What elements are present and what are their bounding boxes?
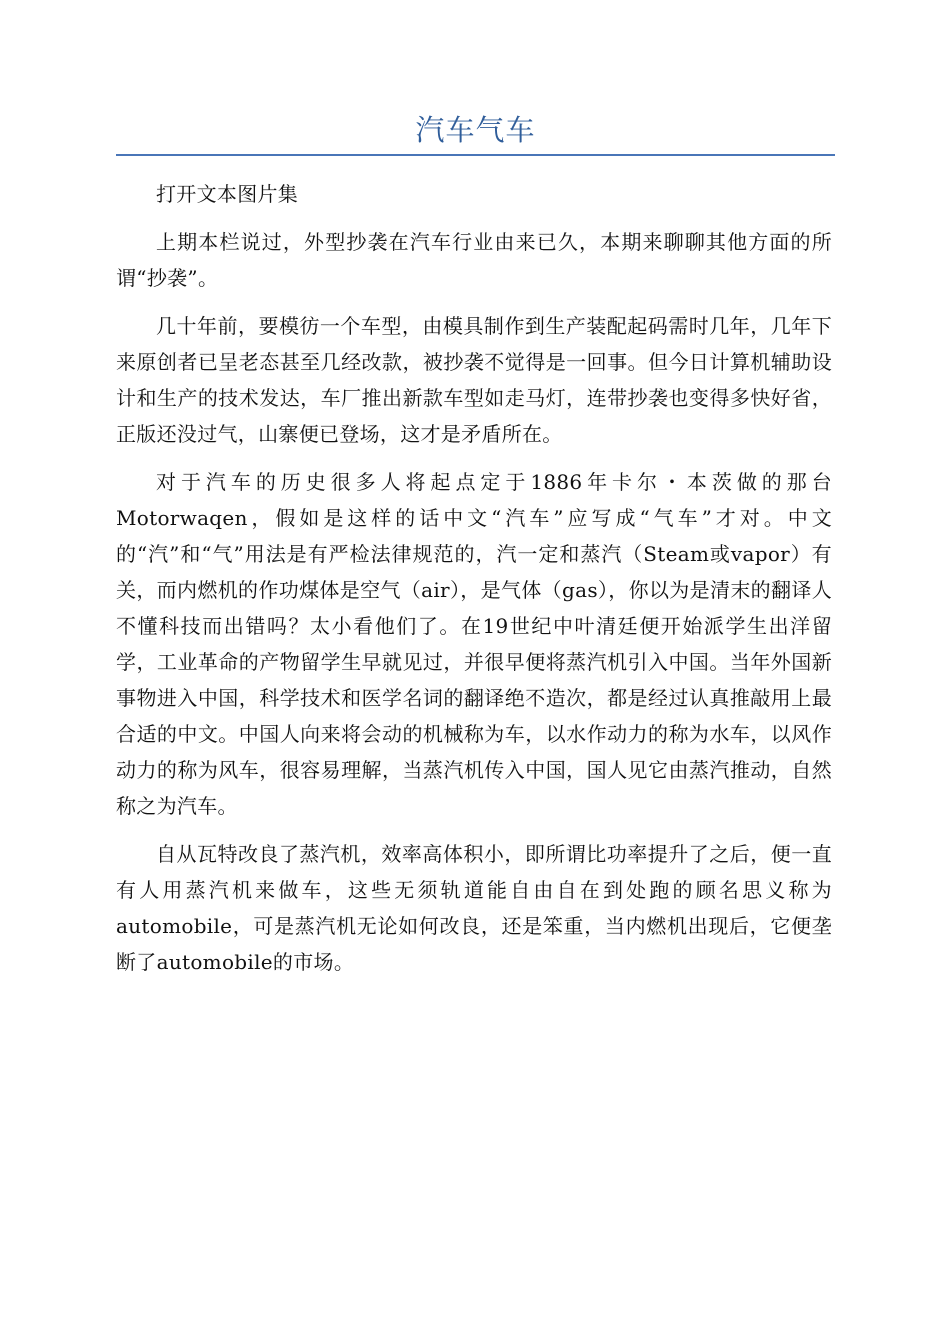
paragraph-2: 几十年前，要模彷一个车型，由模具制作到生产装配起码需时几年，几年下来原创者已呈老态甚至几经改款，被抄袭不觉得是一回事。但今日计算机辅助设计和生产的技术发达，车厂推出新款车型如走马灯，连带抄袭也变得多快好省，正版还没过气，山寨便已登场，这才是矛盾所在。 (116, 314, 832, 446)
paragraph-4: 自从瓦特改良了蒸汽机，效率高体积小，即所谓比功率提升了之后，便一直有人用蒸汽机来做车，这些无须轨道能自由自在到处跑的顾名思义称为automobile，可是蒸汽机无论如何改良，还是笨重，当内燃机出现后，它便垄断了automobile的市场。 (116, 842, 832, 974)
paragraph-3: 对于汽车的历史很多人将起点定于1886年卡尔・本茨做的那台Motorwaqen，假如是这样的话中文“汽车”应写成“气车”才对。中文的“汽”和“气”用法是有严检法律规范的，汽一定和蒸汽（Steam或vapor）有关，而内燃机的作功煤体是空气（air），是气体（gas），你以为是清末的翻译人不懂科技而出错吗？太小看他们了。在19世纪中叶清廷便开始派学生出洋留学，工业革命的产物留学生早就见过，并很早便将蒸汽机引入中国。当年外国新事物进入中国，科学技术和医学名词的翻译绝不造次，都是经过认真推敲用上最合适的中文。中国人向来将会动的机械称为车，以水作动力的称为水车，以风作动力的称为风车，很容易理解，当蒸汽机传入中国，国人见它由蒸汽推动，自然称之为汽车。 (116, 470, 832, 818)
paragraph-subtitle: 打开文本图片集 (156, 182, 299, 206)
title-underline (116, 154, 835, 156)
paragraph-1: 上期本栏说过，外型抄袭在汽车行业由来已久，本期来聊聊其他方面的所谓“抄袭”。 (116, 230, 832, 290)
page-title: 汽车气车 (415, 113, 536, 147)
article-body (116, 176, 832, 992)
